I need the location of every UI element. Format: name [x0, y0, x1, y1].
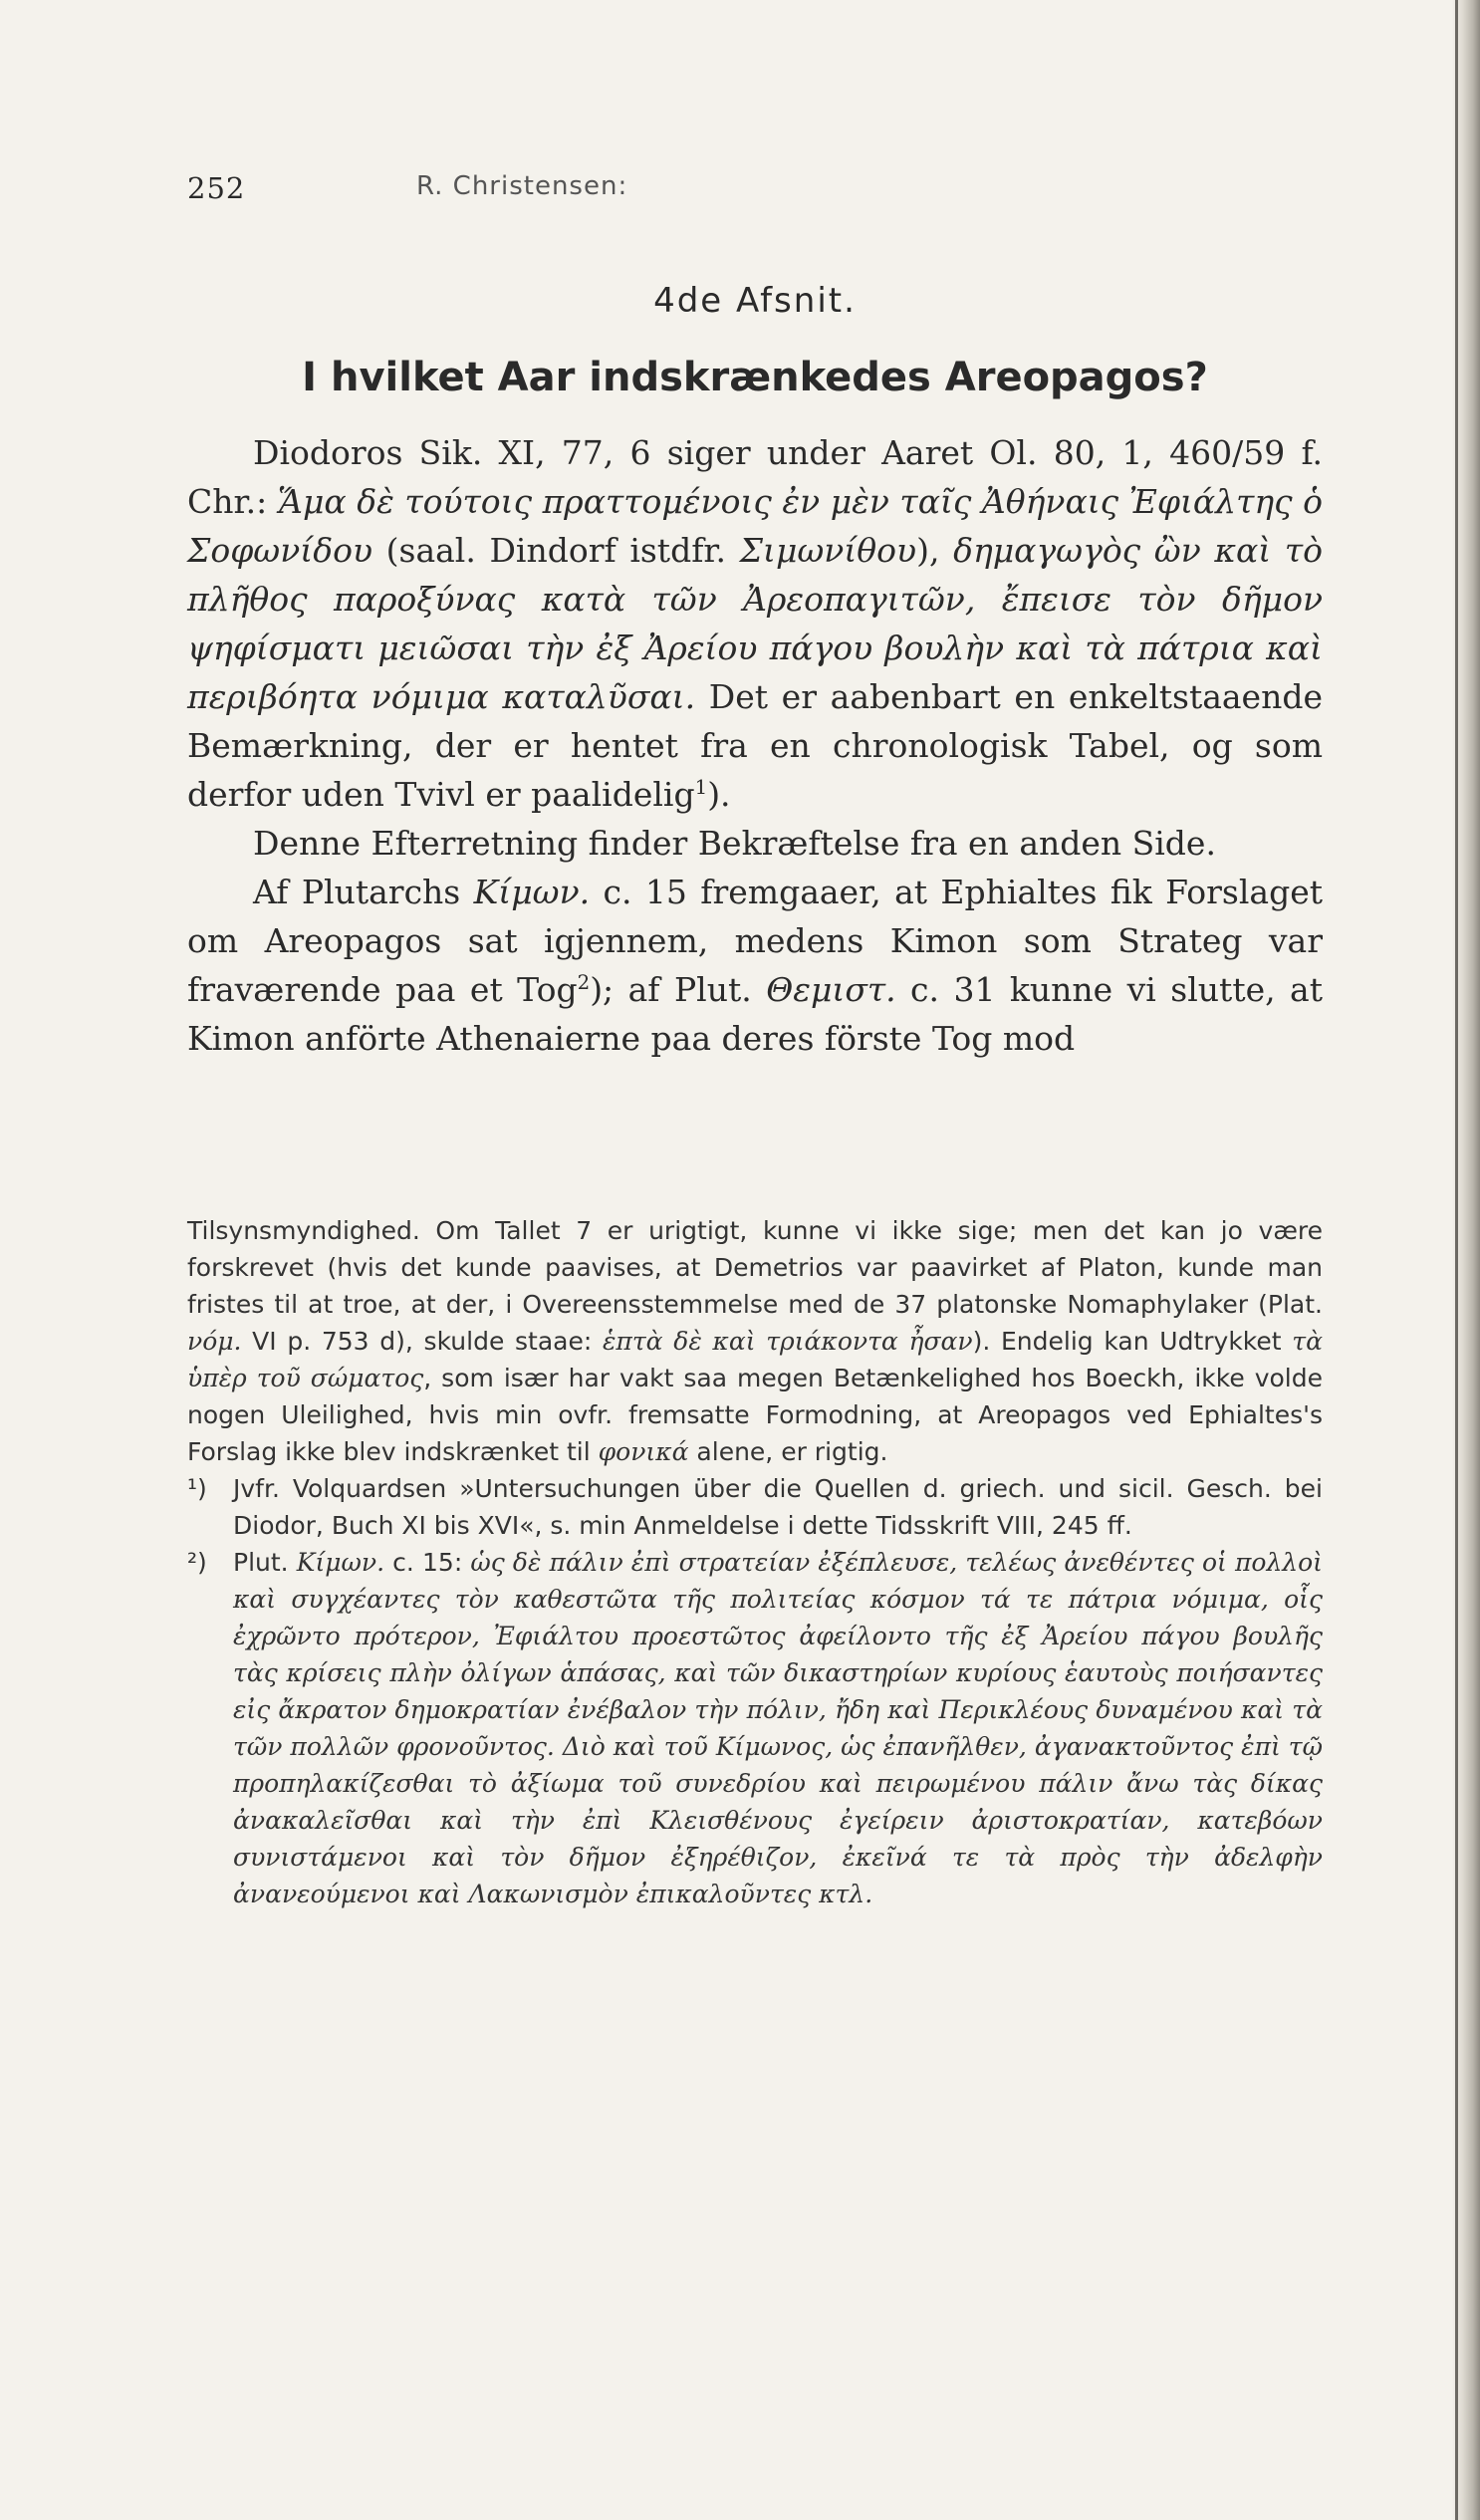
- text-span: Det er aabenbart en enkeltstaaende Bemærkning, der er hentet fra en chronologisk Tabel, og som derfor uden Tvivl er paalidelig: [187, 677, 1323, 814]
- section-label: 4de Afsnit.: [653, 281, 857, 321]
- footnote-1: [187, 1470, 1323, 1544]
- greek-quote: τὰ ὑπὲρ τοῦ σώματος: [187, 1327, 1323, 1392]
- text-span: , som især har vakt saa megen Betænkelighed hos Boeckh, ikke volde nogen Uleilighed, hvis min ovfr. fremsatte Formodning, at Areopagos ved Ephialtes's Forslag ikke blev indskrænket til: [187, 1364, 1323, 1466]
- text-span: ),: [916, 531, 954, 570]
- greek-quote: ἑπτὰ δὲ καὶ τριάκοντα ἦσαν: [603, 1327, 973, 1356]
- greek-title: Θεμιστ.: [766, 970, 896, 1009]
- footnote-text: Jvfr. Volquardsen »Untersuchungen über die Quellen d. griech. und sicil. Gesch. bei Diodor, Buch XI bis XVI«, s. min Anmeldelse i dette Tidsskrift VIII, 245 ff.: [233, 1474, 1323, 1540]
- text-span: c. 15 fremgaaer, at Ephialtes fik Forslaget om Areopagos sat igjennem, medens Kimon som Strateg var fraværende paa et Tog: [187, 873, 1323, 1009]
- text-span: ).: [707, 775, 731, 814]
- greek-title: Κίμων.: [296, 1548, 385, 1577]
- text-span: Plut.: [233, 1548, 297, 1577]
- text-span: Tilsynsmyndighed. Om Tallet 7 er urigtigt, kunne vi ikke sige; men det kan jo være forskrevet (hvis det kunde paavises, at Demetrios var paavirket af Platon, kunde man fristes til at troe, at der, i Overeensstemmelse med de 37 platonske Nomaphylaker (Plat.: [187, 1216, 1323, 1319]
- greek-quote: δημαγωγὸς ὢν καὶ τὸ πλῆθος παροξύνας κατὰ τῶν Ἀρεοπαγιτῶν, ἔπεισε τὸν δῆμον ψηφίσματι μειῶσαι τὴν ἐξ Ἀρείου πάγου βουλὴν καὶ τὰ πάτρια καὶ περιβόητα νόμιμα καταλῦσαι.: [187, 531, 1323, 716]
- text-span: Diodoros Sik. XI, 77, 6 siger under Aaret Ol. 80, 1, 460/59 f. Chr.:: [187, 433, 1323, 521]
- section-title: I hvilket Aar indskrænkedes Areopagos?: [302, 355, 1208, 400]
- text-span: (saal. Dindorf istdfr.: [372, 531, 740, 570]
- greek-term: φονικά: [598, 1437, 689, 1466]
- page-number: 252: [187, 171, 246, 205]
- footnote-ref[interactable]: 2: [577, 971, 591, 994]
- text-span: alene, er rigtig.: [688, 1437, 888, 1466]
- footnote-marker: ¹): [187, 1474, 207, 1503]
- page-content: [187, 149, 1323, 1912]
- paragraph-2: Denne Efterretning finder Bekræftelse fra en anden Side.: [253, 824, 1216, 863]
- footnote-2: [187, 1544, 1323, 1912]
- text-span: ); af Plut.: [590, 970, 767, 1009]
- body-text: [187, 428, 1323, 1063]
- footnote-continuation: [187, 1212, 1323, 1470]
- footnote-ref[interactable]: 1: [694, 776, 708, 799]
- text-span: Af Plutarchs: [253, 873, 474, 911]
- footnotes: [187, 1212, 1323, 1912]
- text-span: c. 15:: [384, 1548, 471, 1577]
- greek-title: Κίμων.: [473, 873, 591, 911]
- footnote-marker: ²): [187, 1548, 207, 1577]
- paragraph-3: [187, 868, 1323, 1063]
- greek-term: νόμ.: [187, 1327, 242, 1356]
- greek-quote: Σιμωνίθου: [739, 531, 917, 570]
- paragraph-1: [187, 428, 1323, 819]
- greek-quote: Ἅμα δὲ τούτοις πραττομένοις ἐν μὲν ταῖς Ἀθήναις Ἐφιάλτης ὁ Σοφωνίδου: [187, 482, 1323, 570]
- text-span: VI p. 753 d), skulde staae:: [241, 1327, 603, 1356]
- text-span: ). Endelig kan Udtrykket: [972, 1327, 1293, 1356]
- page-edge-line: [1455, 0, 1458, 2520]
- running-head: [187, 149, 1323, 209]
- greek-quote: ὡς δὲ πάλιν ἐπὶ στρατείαν ἐξέπλευσε, τελέως ἀνεθέντες οἱ πολλοὶ καὶ συγχέαντες τὸν καθεστῶτα τῆς πολιτείας κόσμον τά τε πάτρια νόμιμα, οἷς ἐχρῶντο πρότερον, Ἐφιάλτου προεστῶτος ἀφείλοντο τῆς ἐξ Ἀρείου πάγου βουλῆς τὰς κρίσεις πλὴν ὀλίγων ἁπάσας, καὶ τῶν δικαστηρίων κυρίους ἑαυτοὺς ποιήσαντες εἰς ἄκρατον δημοκρατίαν ἐνέβαλον τὴν πόλιν, ἤδη καὶ Περικλέους δυναμένου καὶ τὰ τῶν πολλῶν φρονοῦντος. Διὸ καὶ τοῦ Κίμωνος, ὡς ἐπανῆλθεν, ἀγανακτοῦντος ἐπὶ τῷ προπηλακίζεσθαι τὸ ἀξίωμα τοῦ συνεδρίου καὶ πειρωμένου πάλιν ἄνω τὰς δίκας ἀνακαλεῖσθαι καὶ τὴν ἐπὶ Κλεισθένους ἐγείρειν ἀριστοκρατίαν, κατεβόων συνιστάμενοι καὶ τὸν δῆμον ἐξηρέθιζον, ἐκεῖνά τε τὰ πρὸς τὴν ἀδελφὴν ἀνανεούμενοι καὶ Λακωνισμὸν ἐπικαλοῦντες κτλ.: [233, 1548, 1323, 1908]
- text-span: c. 31 kunne vi slutte, at Kimon anförte Athenaierne paa deres förste Tog mod: [187, 970, 1323, 1058]
- running-head-author: R. Christensen:: [416, 171, 628, 201]
